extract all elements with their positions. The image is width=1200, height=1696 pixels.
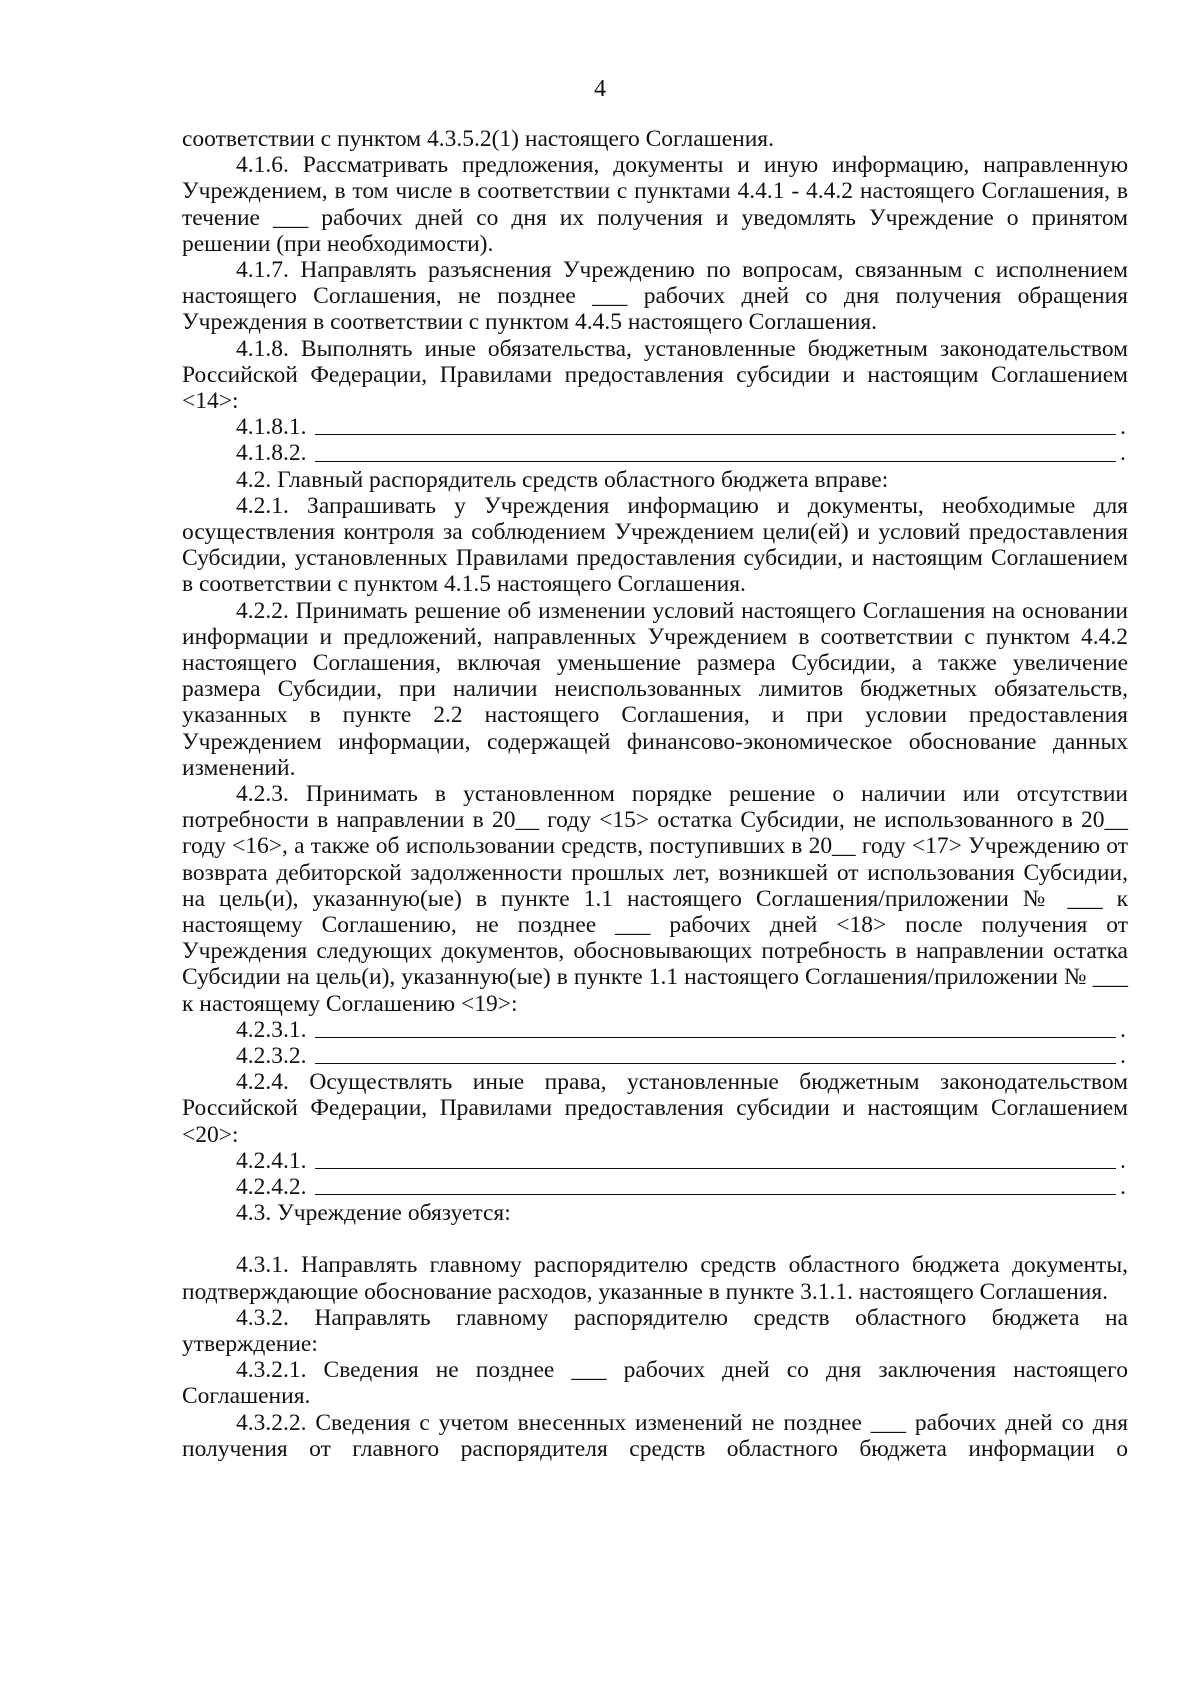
paragraph-4-3: 4.3. Учреждение обязуется:: [236, 1200, 511, 1227]
document-body: [182, 126, 1128, 1462]
period: .: [1120, 1147, 1126, 1174]
blank-rule: [315, 1194, 1117, 1195]
fill-line-4-1-8-1: [182, 414, 1128, 440]
spacer: [182, 1226, 1128, 1252]
paragraph-4-3-2-2: 4.3.2.2. Сведения с учетом внесенных изменений не позднее ___ рабочих дней со дня получения от главного распорядителя средств областного бюджета информации о: [182, 1409, 1128, 1462]
paragraph-4-2-4: 4.2.4. Осуществлять иные права, установленные бюджетным законодательством Российской Федерации, Правилами предоставления субсидии и настоящим Соглашением <20>:: [182, 1069, 1128, 1148]
paragraph-4-2-2: 4.2.2. Принимать решение об изменении условий настоящего Соглашения на основании информации и предложений, направленных Учреждением в соответствии с пунктом 4.4.2 настоящего Соглашения, включая уменьшение размера Субсидии, а также увеличение размера Субсидии, при наличии неиспользованных лимитов бюджетных обязательств, указанных в пункте 2.2 настоящего Соглашения, и при условии предоставления Учреждением информации, содержащей финансово-экономическое обоснование данных изменений.: [182, 597, 1128, 781]
blank-rule: [315, 1063, 1117, 1064]
fill-line-4-2-4-2: [182, 1174, 1128, 1200]
item-number: 4.1.8.2.: [236, 440, 307, 467]
paragraph-4-1-8: 4.1.8. Выполнять иные обязательства, установленные бюджетным законодательством Российской Федерации, Правилами предоставления субсидии и настоящим Соглашением <14>:: [182, 335, 1128, 415]
paragraph-4-3-2-1: 4.3.2.1. Сведения не позднее ___ рабочих дней со дня заключения настоящего Соглашения.: [182, 1357, 1128, 1410]
item-number: 4.2.4.1.: [236, 1147, 307, 1174]
blank-rule: [315, 461, 1117, 462]
paragraph-4-2: 4.2. Главный распорядитель средств областного бюджета вправе:: [236, 466, 889, 493]
paragraph-continuation: соответствии с пунктом 4.3.5.2(1) настоящего Соглашения.: [182, 126, 774, 152]
blank-rule: [315, 1168, 1117, 1169]
paragraph-4-2-1: 4.2.1. Запрашивать у Учреждения информацию и документы, необходимые для осуществления контроля за соблюдением Учреждением цели(ей) и условий предоставления Субсидии, установленных Правилами предоставления субсидии, и настоящим Соглашением в соответствии с пунктом 4.1.5 настоящего Соглашения.: [182, 492, 1128, 598]
period: .: [1120, 1174, 1126, 1201]
period: .: [1120, 414, 1126, 441]
paragraph-4-3-2: 4.3.2. Направлять главному распорядителю средств областного бюджета на утверждение:: [182, 1304, 1128, 1358]
paragraph-4-2-3: 4.2.3. Принимать в установленном порядке решение о наличии или отсутствии потребности в направлении в 20__ году <15> остатка Субсидии, не использованного в 20__ году <16>, а также об использовании средств, поступивших в 20__ году <17> Учреждению от возврата дебиторской задолженности прошлых лет, возникшей от использования Субсидии, на цель(и), указанную(ые) в пункте 1.1 настоящего Соглашения/приложении № ___ к настоящему Соглашению, не позднее ___ рабочих дней <18> после получения от Учреждения следующих документов, обосновывающих потребность в направлении остатка Субсидии на цель(и), указанную(ые) в пункте 1.1 настоящего Соглашения/приложении № ___ к настоящему Соглашению <19>:: [182, 781, 1128, 1017]
paragraph-4-1-7: 4.1.7. Направлять разъяснения Учреждению по вопросам, связанным с исполнением настоящего Соглашения, не позднее ___ рабочих дней со дня получения обращения Учреждения в соответствии с пунктом 4.4.5 настоящего Соглашения.: [182, 257, 1128, 336]
fill-line-4-1-8-2: [182, 440, 1128, 466]
page-number: 4: [594, 76, 606, 102]
item-number: 4.2.3.2.: [236, 1043, 307, 1070]
period: .: [1120, 1016, 1126, 1043]
paragraph-4-1-6: 4.1.6. Рассматривать предложения, документы и иную информацию, направленную Учреждением, в том числе в соответствии с пунктами 4.4.1 - 4.4.2 настоящего Соглашения, в течение ___ рабочих дней со дня их получения и уведомлять Учреждение о принятом решении (при необходимости).: [182, 152, 1128, 257]
item-number: 4.1.8.1.: [236, 414, 307, 441]
fill-line-4-2-3-1: [182, 1017, 1128, 1043]
period: .: [1120, 1043, 1126, 1070]
item-number: 4.2.3.1.: [236, 1016, 307, 1043]
fill-line-4-2-4-1: [182, 1148, 1128, 1174]
period: .: [1120, 440, 1126, 467]
fill-line-4-2-3-2: [182, 1043, 1128, 1069]
blank-rule: [315, 434, 1117, 435]
blank-rule: [315, 1037, 1117, 1038]
item-number: 4.2.4.2.: [236, 1174, 307, 1201]
paragraph-4-3-1: 4.3.1. Направлять главному распорядителю средств областного бюджета документы, подтверждающие обоснование расходов, указанные в пункте 3.1.1. настоящего Соглашения.: [182, 1252, 1128, 1305]
